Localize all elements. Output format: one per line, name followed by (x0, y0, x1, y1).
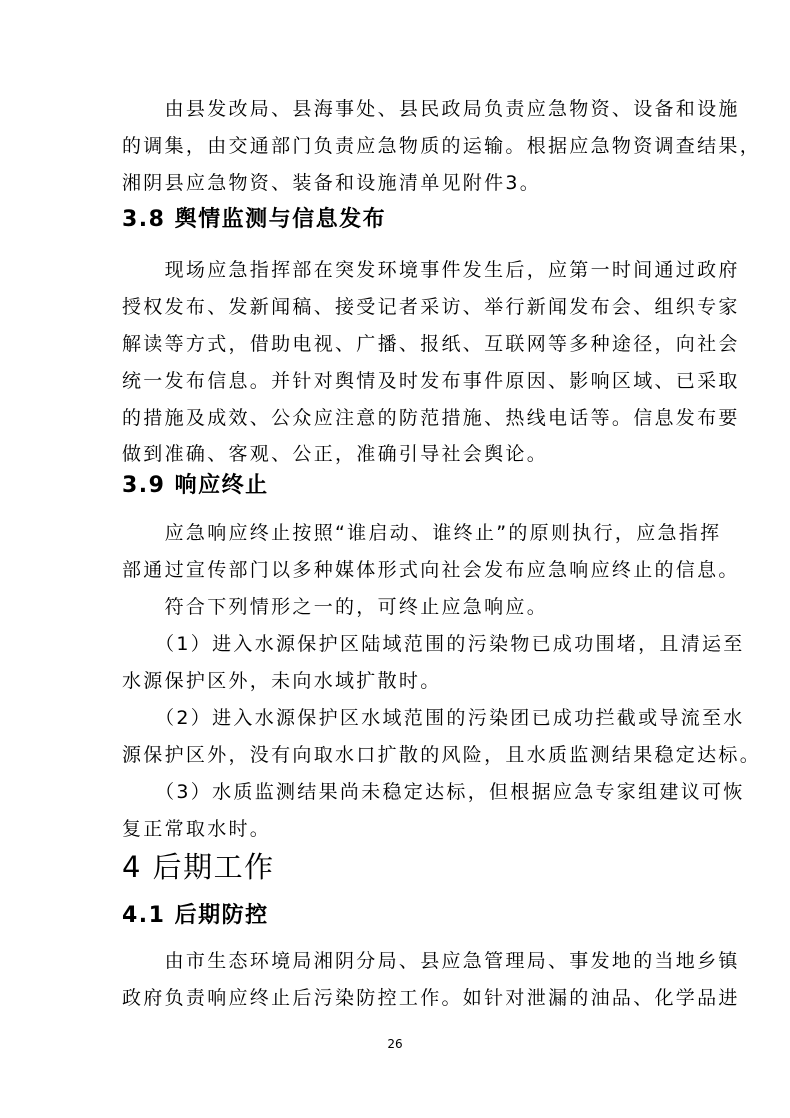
body-text-line: （2）进入水源保护区水域范围的污染团已成功拦截或导流至水 (122, 707, 745, 729)
section-heading-3-8: 3.8 舆情监测与信息发布 (122, 207, 387, 232)
body-text-line: 源保护区外，没有向取水口扩散的风险，且水质监测结果稳定达标。 (122, 744, 762, 766)
body-text-line: 统一发布信息。并针对舆情及时发布事件原因、影响区域、已采取 (122, 370, 740, 392)
body-text-line: 由县发改局、县海事处、县民政局负责应急物资、设备和设施 (122, 98, 740, 120)
body-text-line: 的措施及成效、公众应注意的防范措施、热线电话等。信息发布要 (122, 407, 740, 429)
body-text-line: 由市生态环境局湘阴分局、县应急管理局、事发地的当地乡镇 (122, 950, 740, 972)
body-text-line: （1）进入水源保护区陆域范围的污染物已成功围堵，且清运至 (122, 633, 745, 655)
body-text-line: 湘阴县应急物资、装备和设施清单见附件3。 (122, 172, 542, 194)
page-number: 26 (387, 1037, 403, 1051)
body-text-line: 复正常取水时。 (122, 818, 272, 840)
section-heading-3-9: 3.9 响应终止 (122, 473, 269, 498)
body-text-line: 做到准确、客观、公正，准确引导社会舆论。 (122, 443, 549, 465)
body-text-line: 应急响应终止按照“谁启动、谁终止”的原则执行，应急指挥 (122, 522, 722, 544)
body-text-line: 符合下列情形之一的，可终止应急响应。 (122, 596, 549, 618)
body-text-line: 现场应急指挥部在突发环境事件发生后，应第一时间通过政府 (122, 259, 740, 281)
body-text-line: 的调集，由交通部门负责应急物质的运输。根据应急物资调查结果， (122, 135, 762, 157)
body-text-line: 部通过宣传部门以多种媒体形式向社会发布应急响应终止的信息。 (122, 559, 740, 581)
body-text-line: 解读等方式，借助电视、广播、报纸、互联网等多种途径，向社会 (122, 333, 740, 355)
body-text-line: 水源保护区外，未向水域扩散时。 (122, 670, 442, 692)
body-text-line: 政府负责响应终止后污染防控工作。如针对泄漏的油品、化学品进 (122, 987, 740, 1009)
body-text-line: 授权发布、发新闻稿、接受记者采访、举行新闻发布会、组织专家 (122, 296, 740, 318)
chapter-heading-4: 4 后期工作 (122, 850, 275, 884)
body-text-line: （3）水质监测结果尚未稳定达标，但根据应急专家组建议可恢 (122, 781, 745, 803)
section-heading-4-1: 4.1 后期防控 (122, 903, 269, 928)
